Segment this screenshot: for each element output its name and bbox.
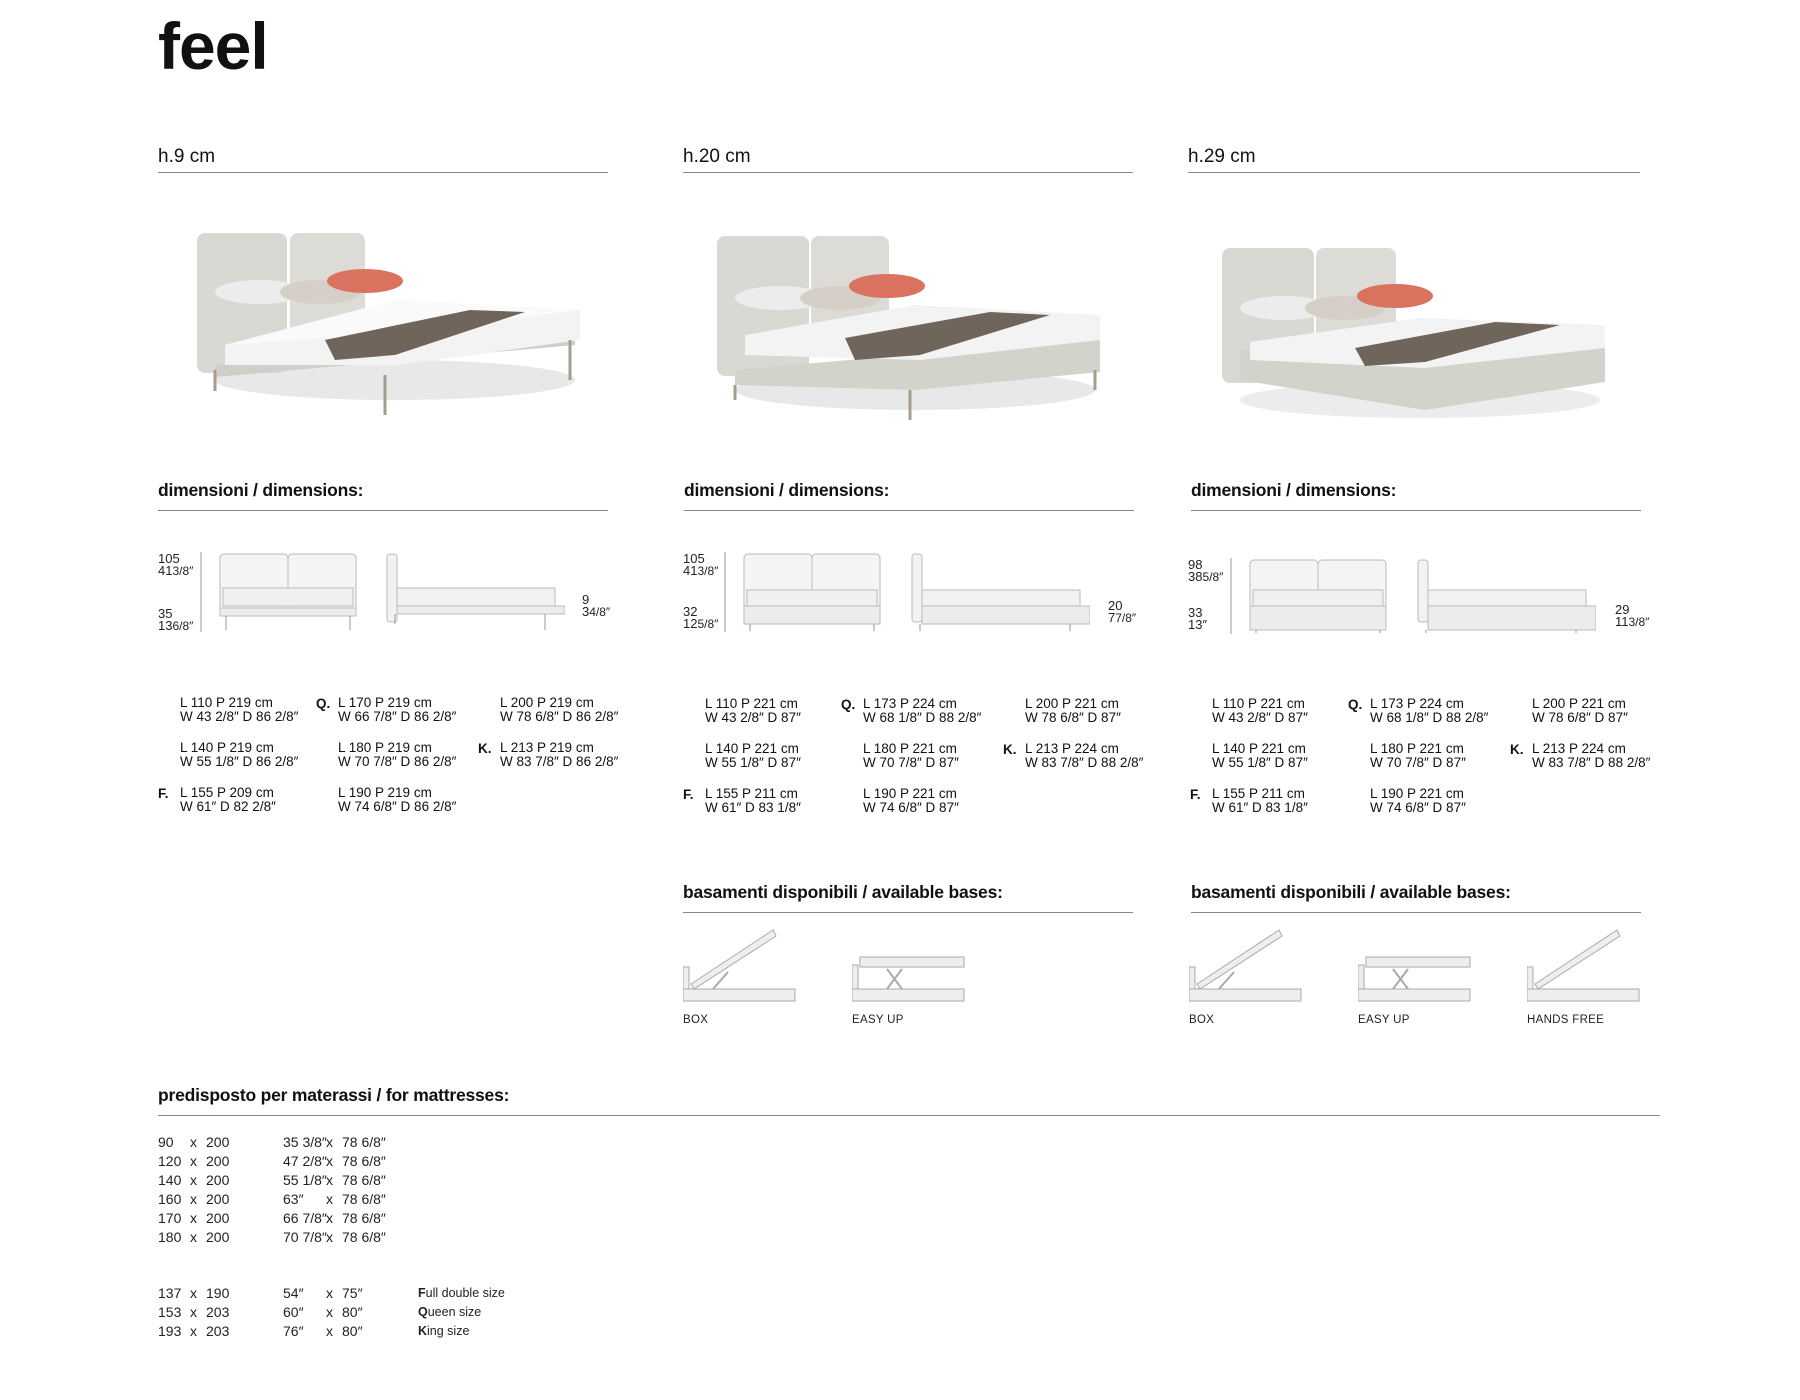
column-1-height-label: h.9 cm xyxy=(158,146,216,167)
column-2-dimensions-title: dimensioni / dimensions: xyxy=(684,480,890,500)
size-spec: L 200 P 221 cm W 78 6/8″ D 87″ xyxy=(1025,696,1121,725)
size-spec: L 190 P 221 cm W 74 6/8″ D 87″ xyxy=(863,786,959,815)
base-height-label: 35 136/8″ xyxy=(158,606,194,633)
size-code: F. xyxy=(158,786,169,801)
divider xyxy=(158,1115,1660,1116)
column-1-dimensions-title: dimensioni / dimensions: xyxy=(158,480,364,500)
mattress-us-table xyxy=(158,1284,558,1354)
base-height-label: 32 125/8″ xyxy=(683,604,719,631)
mattress-row: 140 x 200 55 1/8″ x 78 6/8″ xyxy=(158,1172,386,1188)
base-hands-free-drawing xyxy=(1527,922,1642,1007)
bed-image-h20 xyxy=(705,220,1125,430)
side-height-label: 9 34/8″ xyxy=(582,592,611,619)
size-spec: L 200 P 219 cm W 78 6/8″ D 86 2/8″ xyxy=(500,695,619,724)
size-spec: L 110 P 221 cm W 43 2/8″ D 87″ xyxy=(1212,696,1308,725)
size-spec: L 190 P 219 cm W 74 6/8″ D 86 2/8″ xyxy=(338,785,457,814)
divider xyxy=(1188,172,1640,173)
base-box-label: BOX xyxy=(1189,1014,1215,1026)
size-spec: L 180 P 219 cm W 70 7/8″ D 86 2/8″ xyxy=(338,740,457,769)
side-view-drawing xyxy=(385,552,565,634)
divider xyxy=(683,172,1133,173)
mattress-row: 180 x 200 70 7/8″ x 78 6/8″ xyxy=(158,1229,386,1245)
size-code: Q. xyxy=(1348,697,1363,712)
size-code: F. xyxy=(683,787,694,802)
size-spec: L 110 P 221 cm W 43 2/8″ D 87″ xyxy=(705,696,801,725)
size-spec: L 173 P 224 cm W 68 1/8″ D 88 2/8″ xyxy=(863,696,982,725)
mattress-row: 170 x 200 66 7/8″ x 78 6/8″ xyxy=(158,1210,386,1226)
size-code: K. xyxy=(478,741,492,756)
size-spec: L 200 P 221 cm W 78 6/8″ D 87″ xyxy=(1532,696,1628,725)
bed-image-h29 xyxy=(1210,230,1630,430)
size-spec: L 140 P 219 cm W 55 1/8″ D 86 2/8″ xyxy=(180,740,299,769)
side-height-label: 20 77/8″ xyxy=(1108,598,1137,625)
column-2-height-label: h.20 cm xyxy=(683,146,751,167)
size-spec: L 173 P 224 cm W 68 1/8″ D 88 2/8″ xyxy=(1370,696,1489,725)
front-view-drawing xyxy=(722,552,887,634)
size-code: Q. xyxy=(316,696,331,711)
mattress-metric-table xyxy=(158,1133,558,1263)
mattress-row: 90 x 200 35 3/8″ x 78 6/8″ xyxy=(158,1134,386,1150)
side-view-drawing xyxy=(910,552,1090,634)
front-height-label: 105 413/8″ xyxy=(158,551,194,578)
size-spec: L 180 P 221 cm W 70 7/8″ D 87″ xyxy=(1370,741,1466,770)
mattress-row: 120 x 200 47 2/8″ x 78 6/8″ xyxy=(158,1153,386,1169)
base-height-label: 33 13″ xyxy=(1188,605,1208,632)
size-spec: L 155 P 211 cm W 61″ D 83 1/8″ xyxy=(1212,786,1308,815)
divider xyxy=(1191,912,1641,913)
column-3-dimensions-title: dimensioni / dimensions: xyxy=(1191,480,1397,500)
front-view-drawing xyxy=(1228,558,1393,640)
size-spec: L 213 P 224 cm W 83 7/8″ D 88 2/8″ xyxy=(1532,741,1651,770)
divider xyxy=(1191,510,1641,511)
base-easy-up-drawing xyxy=(852,955,967,1005)
front-height-label: 98 385/8″ xyxy=(1188,557,1224,584)
base-easy-up-label: EASY UP xyxy=(852,1014,904,1026)
size-spec: L 213 P 219 cm W 83 7/8″ D 86 2/8″ xyxy=(500,740,619,769)
divider xyxy=(158,172,608,173)
divider xyxy=(684,510,1134,511)
size-spec: L 190 P 221 cm W 74 6/8″ D 87″ xyxy=(1370,786,1466,815)
size-code: K. xyxy=(1003,742,1017,757)
mattresses-title: predisposto per materassi / for mattresses: xyxy=(158,1085,510,1105)
size-spec: L 155 P 209 cm W 61″ D 82 2/8″ xyxy=(180,785,276,814)
mattress-row: 193 x 203 76″ x 80″ King size xyxy=(158,1323,470,1339)
base-hands-free-label: HANDS FREE xyxy=(1527,1014,1605,1026)
size-spec: L 213 P 224 cm W 83 7/8″ D 88 2/8″ xyxy=(1025,741,1144,770)
mattress-row: 137 x 190 54″ x 75″ Full double size xyxy=(158,1285,505,1301)
page-title: feel xyxy=(158,9,268,83)
side-view-drawing xyxy=(1416,558,1596,640)
mattress-row: 153 x 203 60″ x 80″ Queen size xyxy=(158,1304,482,1320)
size-spec: L 155 P 211 cm W 61″ D 83 1/8″ xyxy=(705,786,801,815)
size-spec: L 140 P 221 cm W 55 1/8″ D 87″ xyxy=(705,741,801,770)
base-easy-up-label: EASY UP xyxy=(1358,1014,1410,1026)
base-box-drawing xyxy=(683,922,798,1007)
divider xyxy=(683,912,1133,913)
column-2-bases-title: basamenti disponibili / available bases: xyxy=(683,882,1003,902)
size-spec: L 180 P 221 cm W 70 7/8″ D 87″ xyxy=(863,741,959,770)
column-3-bases-title: basamenti disponibili / available bases: xyxy=(1191,882,1511,902)
front-height-label: 105 413/8″ xyxy=(683,551,719,578)
size-code: Q. xyxy=(841,697,856,712)
bed-image-h9 xyxy=(185,215,605,425)
column-3-height-label: h.29 cm xyxy=(1188,146,1256,167)
size-spec: L 140 P 221 cm W 55 1/8″ D 87″ xyxy=(1212,741,1308,770)
side-height-label: 29 113/8″ xyxy=(1615,602,1650,629)
mattress-row: 160 x 200 63″ x 78 6/8″ xyxy=(158,1191,386,1207)
size-spec: L 170 P 219 cm W 66 7/8″ D 86 2/8″ xyxy=(338,695,457,724)
front-view-drawing xyxy=(198,552,363,634)
size-spec: L 110 P 219 cm W 43 2/8″ D 86 2/8″ xyxy=(180,695,299,724)
size-code: F. xyxy=(1190,787,1201,802)
base-box-drawing xyxy=(1189,922,1304,1007)
size-code: K. xyxy=(1510,742,1524,757)
base-easy-up-drawing xyxy=(1358,955,1473,1005)
divider xyxy=(158,510,608,511)
base-box-label: BOX xyxy=(683,1014,709,1026)
